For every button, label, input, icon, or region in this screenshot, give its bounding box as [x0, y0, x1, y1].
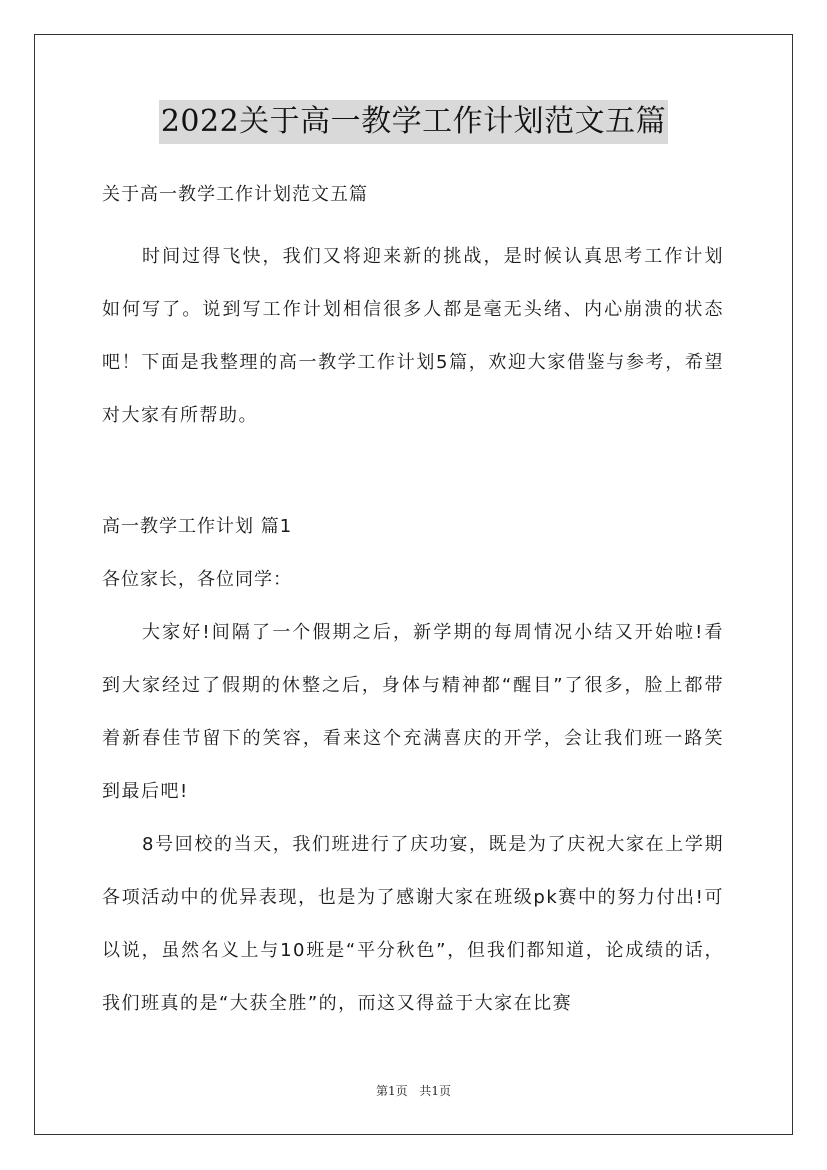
- page-total: 共1页: [419, 1084, 452, 1098]
- page-footer: [0, 1082, 827, 1099]
- document-subtitle: 关于高一教学工作计划范文五篇: [102, 184, 368, 205]
- intro-paragraph: 时间过得飞快，我们又将迎来新的挑战，是时候认真思考工作计划如何写了。说到写工作计划相信很多人都是毫无头绪、内心崩溃的状态吧！下面是我整理的高一教学工作计划5篇，欢迎大家借鉴与参考，希望对大家有所帮助。: [102, 246, 724, 426]
- section-heading: 高一教学工作计划 篇1: [102, 516, 293, 537]
- body-paragraph-1: 大家好!间隔了一个假期之后，新学期的每周情况小结又开始啦!看到大家经过了假期的休整之后，身体与精神都“醒目”了很多，脸上都带着新春佳节留下的笑容，看来这个充满喜庆的开学，会让我们班一路笑到最后吧!: [102, 622, 724, 802]
- body-paragraph-2: 8号回校的当天，我们班进行了庆功宴，既是为了庆祝大家在上学期各项活动中的优异表现，也是为了感谢大家在班级pk赛中的努力付出!可以说，虽然名义上与10班是“平分秋色”，但我们都知道，论成绩的话，我们班真的是“大获全胜”的，而这又得益于大家在比赛: [102, 834, 724, 1014]
- title-wrap: [0, 100, 827, 144]
- document-title: 2022关于高一教学工作计划范文五篇: [159, 100, 668, 144]
- greeting: 各位家长，各位同学：: [102, 569, 292, 590]
- spacer: [102, 214, 724, 230]
- document-body: [102, 176, 724, 1030]
- spacer: [102, 442, 724, 500]
- page-number: 第1页: [375, 1084, 408, 1098]
